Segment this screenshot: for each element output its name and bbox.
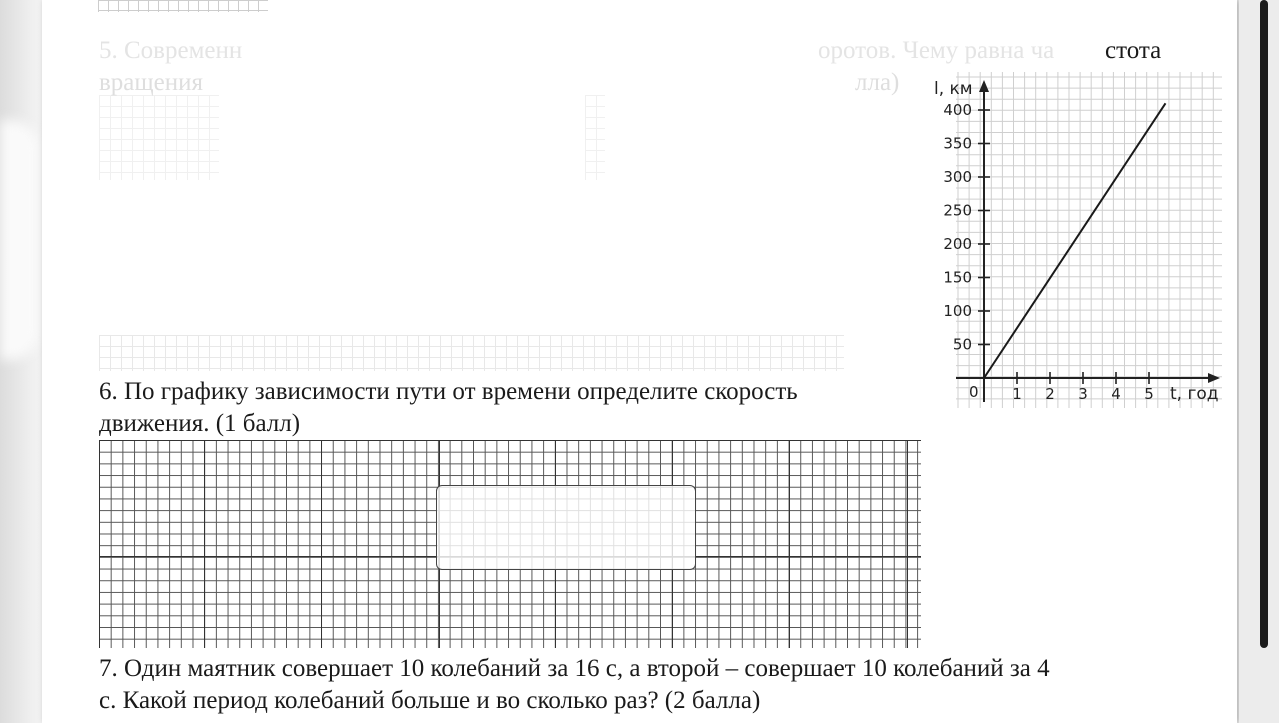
y-axis-label: l, км: [934, 79, 973, 99]
background-left: [0, 0, 44, 723]
x-tick-label: 3: [1078, 385, 1088, 403]
y-tick-label: 100: [943, 302, 972, 320]
y-tick-label: 400: [943, 101, 972, 119]
x-axis-arrow: [1208, 373, 1220, 383]
data-series: [984, 103, 1166, 378]
q6-line1: 6. По графику зависимости пути от времени определите скорость: [99, 378, 798, 405]
x-tick-label: 2: [1045, 385, 1055, 403]
graph-grid: [956, 72, 1222, 408]
answer-input-box[interactable]: [436, 485, 696, 570]
y-tick-label: 150: [943, 268, 972, 287]
x-tick-label: 1: [1012, 385, 1022, 403]
y-tick-label: 50: [952, 335, 972, 354]
y-tick-label: 350: [943, 134, 972, 153]
q7-line1: 7. Один маятник совершает 10 колебаний за 16 с, а второй – совершает 10 колебаний за 4: [99, 655, 1050, 682]
faded-grid-fragment: [99, 335, 844, 371]
faded-grid-fragment: [99, 95, 219, 180]
y-tick-label: 300: [943, 168, 972, 186]
x-axis-label: t, год: [1170, 384, 1219, 404]
series-line: [984, 103, 1166, 378]
background-glare: [0, 120, 40, 360]
origin-label: 0: [969, 383, 979, 401]
x-tick-label: 4: [1111, 385, 1121, 403]
right-margin: [1239, 0, 1279, 723]
y-tick-label: 200: [943, 235, 972, 253]
x-tick-label: 5: [1144, 385, 1154, 403]
q7-line2: с. Какой период колебаний больше и во сколько раз? (2 балла): [99, 687, 761, 714]
faded-grid-fragment: [585, 95, 605, 180]
q5-line1-mid: оротов. Чему равна ча: [818, 37, 1055, 64]
q5-line1-left: 5. Современн: [99, 37, 243, 64]
q5-line1-right: стота: [1105, 37, 1162, 64]
top-grid-fragment: [98, 0, 268, 12]
scrollbar[interactable]: [1260, 0, 1268, 648]
q5-line2-left: вращения: [99, 69, 204, 96]
q6-line2: движения. (1 балл): [99, 410, 301, 437]
distance-time-graph: [916, 72, 1222, 408]
q5-line2-right: лла): [855, 69, 900, 96]
y-tick-label: 250: [943, 201, 972, 220]
